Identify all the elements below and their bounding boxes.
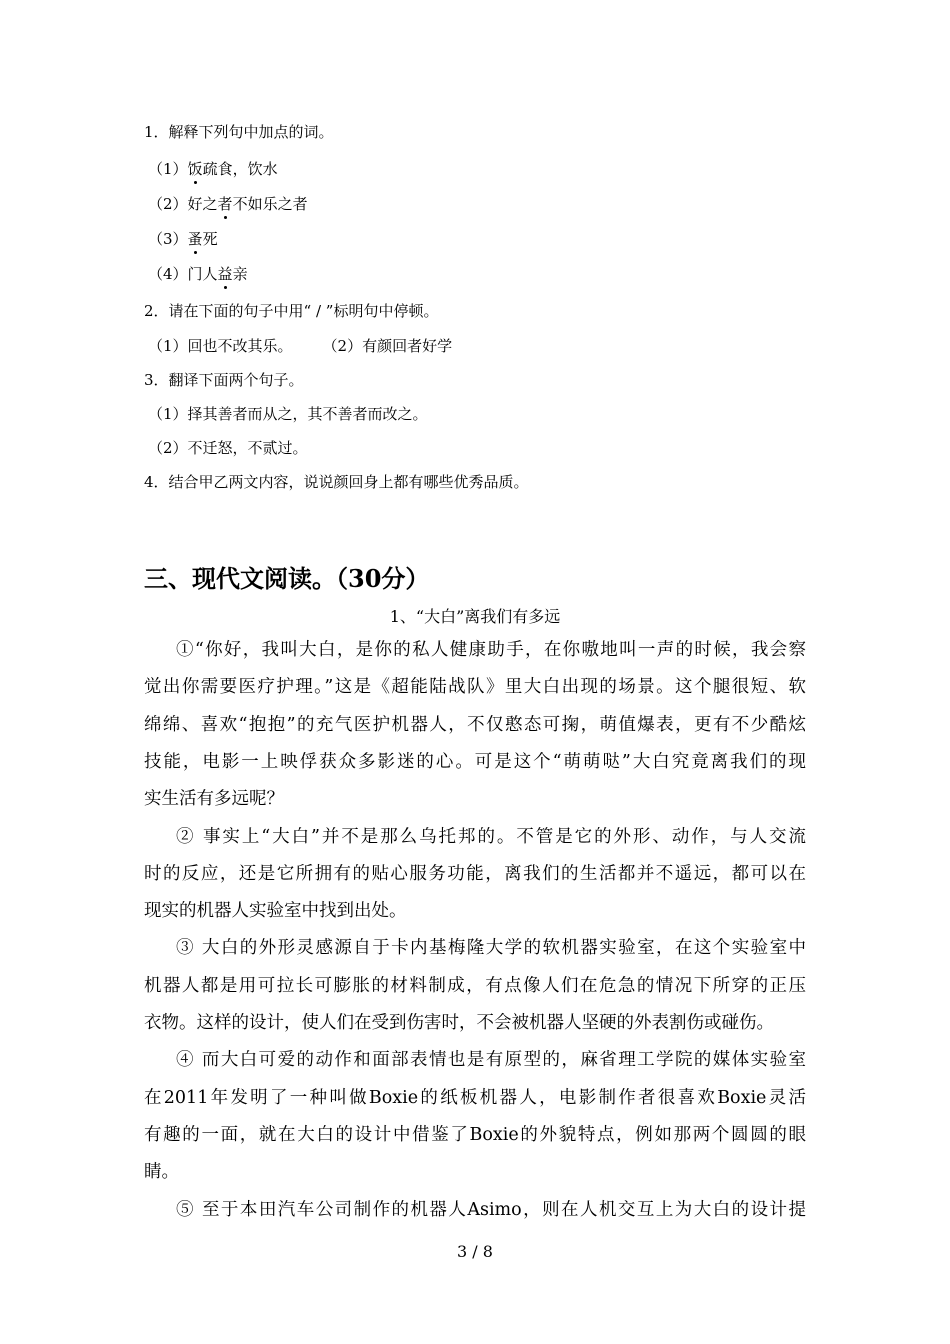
section-title: 三、现代文阅读。（30分）	[144, 564, 430, 593]
emphasized-word: 饭	[187, 160, 203, 178]
sub-question: （1）回也不改其乐。 （2）有颜回者好学	[148, 337, 453, 355]
paragraph-line: 绵绵、喜欢“抱抱”的充气医护机器人，不仅憨态可掬，萌值爆表，更有不少酷炫	[144, 714, 806, 735]
paragraph-line: 现实的机器人实验室中找到出处。	[144, 901, 407, 922]
paragraph-line: ④ 而大白可爱的动作和面部表情也是有原型的，麻省理工学院的媒体实验室	[176, 1050, 806, 1071]
text-fragment: 死	[202, 230, 218, 248]
paragraph-line: ①“你好，我叫大白，是你的私人健康助手，在你嗷地叫一声的时候，我会察	[176, 640, 806, 660]
paragraph-line: 睛。	[144, 1162, 179, 1183]
text-fragment: （4）门人	[148, 265, 218, 283]
paragraph-line: 技能，电影一上映俘获众多影迷的心。可是这个“萌萌哒”大白究竟离我们的现	[144, 751, 806, 772]
text-fragment: 疏食，饮水	[202, 160, 278, 178]
paragraph-line: 在2011年发明了一种叫做Boxie的纸板机器人，电影制作者很喜欢Boxie灵活	[144, 1087, 806, 1108]
paragraph-line: ⑤ 至于本田汽车公司制作的机器人Asimo，则在人机交互上为大白的设计提	[176, 1199, 806, 1220]
question: 2．请在下面的句子中用“ / ”标明句中停顿。	[144, 302, 439, 320]
article-title: 1、“大白”离我们有多远	[389, 607, 561, 626]
paragraph-line: ③ 大白的外形灵感源自于卡内基梅隆大学的软机器实验室，在这个实验室中	[176, 938, 806, 959]
paragraph-line: 觉出你需要医疗护理。”这是《超能陆战队》里大白出现的场景。这个腿很短、软	[144, 677, 806, 698]
page-number: 3 / 8	[457, 1242, 493, 1261]
text-fragment: （3）	[148, 230, 188, 248]
text-fragment: （1）	[148, 160, 188, 178]
sub-question: （1）择其善者而从之，其不善者而改之。	[148, 405, 428, 423]
text-fragment: 不如乐之者	[232, 195, 308, 213]
sub-question	[148, 194, 308, 214]
paragraph-line: ② 事实上“大白”并不是那么乌托邦的。不管是它的外形、动作，与人交流	[176, 826, 806, 847]
sub-question	[148, 264, 248, 284]
sub-question	[148, 159, 278, 179]
question: 1．解释下列句中加点的词。	[144, 123, 334, 141]
paragraph-line: 有趣的一面，就在大白的设计中借鉴了Boxie的外貌特点，例如那两个圆圆的眼	[144, 1124, 806, 1145]
paragraph-line: 时的反应，还是它所拥有的贴心服务功能，离我们的生活都并不遥远，都可以在	[144, 863, 806, 884]
text-fragment: 亲	[232, 265, 248, 283]
sub-question	[148, 229, 218, 249]
text-fragment: （2）好之	[148, 195, 218, 213]
paragraph-line: 实生活有多远呢？	[144, 789, 284, 810]
emphasized-word: 蚤	[187, 230, 203, 248]
question: 4．结合甲乙两文内容，说说颜回身上都有哪些优秀品质。	[144, 473, 529, 491]
paragraph-line: 机器人都是用可拉长可膨胀的材料制成，有点像人们在危急的情况下所穿的正压	[144, 975, 806, 996]
sub-question: （2）不迁怒，不贰过。	[148, 439, 308, 457]
question: 3．翻译下面两个句子。	[144, 371, 304, 389]
emphasized-word: 益	[217, 265, 233, 283]
emphasized-word: 者	[217, 195, 233, 213]
paragraph-line: 衣物。这样的设计，使人们在受到伤害时，不会被机器人坚硬的外表割伤或碰伤。	[144, 1013, 774, 1033]
